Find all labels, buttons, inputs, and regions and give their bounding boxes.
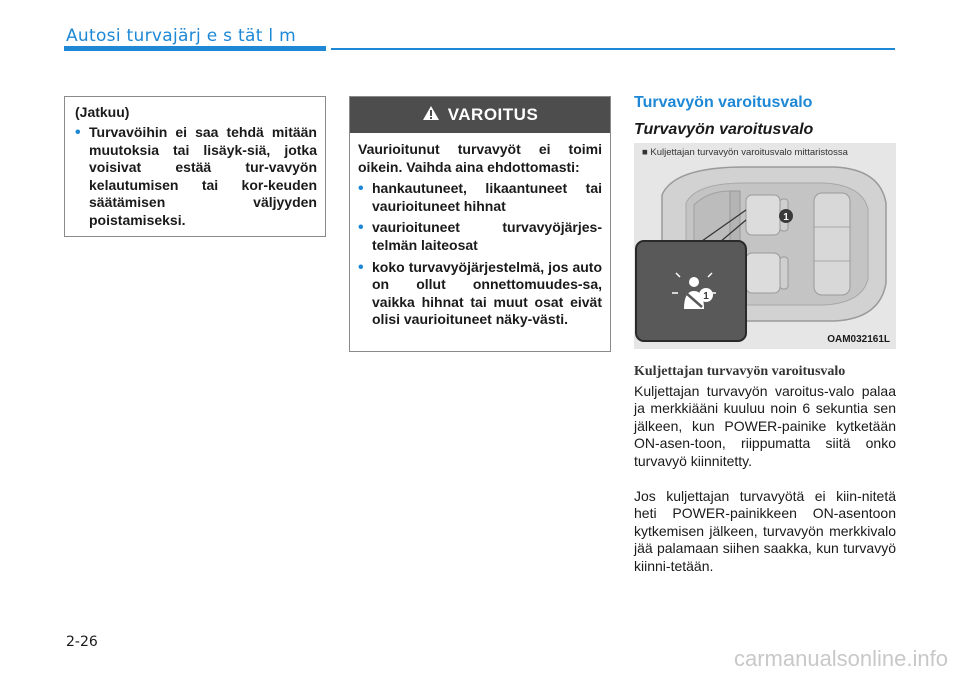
body-paragraph-2: Jos kuljettajan turvavyötä ei kiin-nitetä heti POWER-painikkeen ON-asentoon kytkemisen jälkeen, turvavyön merkkivalo jää palamaan siihen saakka, kun turvavyö kiinni-tetään. bbox=[634, 488, 896, 574]
header-rule-thin bbox=[331, 48, 895, 50]
list-item: • koko turvavyöjärjestelmä, jos auto on ollut onnettomuudes-sa, vaikka hihnat tai muut osat eivät olisi vaurioituneet näky-västi. bbox=[358, 259, 602, 329]
body-paragraph-1: Kuljettajan turvavyön varoitus-valo palaa ja merkkiääni kuuluu noin 6 sekuntia sen jälkeen, kun POWER-painike kytketään ON-asen-toon, riippumatta siitä onko turvavyö kiinnitetty. bbox=[634, 383, 896, 469]
header-rule-thick bbox=[64, 46, 326, 51]
page-number: 2-26 bbox=[66, 634, 98, 650]
section-title: Turvavyön varoitusvalo bbox=[634, 94, 813, 111]
page-header-title: Autosi turvajärj e s tät l m bbox=[66, 26, 296, 46]
figure-caption: ■ Kuljettajan turvavyön varoitusvalo mittaristossa bbox=[642, 147, 848, 158]
warning-list bbox=[358, 180, 602, 329]
warning-triangle-icon bbox=[422, 105, 440, 126]
body-heading: Kuljettajan turvavyön varoitusvalo bbox=[634, 364, 846, 379]
seatbelt-warning-figure bbox=[634, 143, 896, 349]
continued-label: (Jatkuu) bbox=[75, 104, 130, 120]
warning-intro: Vaurioitunut turvavyöt ei toimi oikein. Vaihda aina ehdottomasti: bbox=[358, 141, 602, 175]
warning-box bbox=[349, 96, 611, 352]
list-item: • Turvavöihin ei saa tehdä mitään muutoksia tai lisäyk-siä, jotka voisivat estää tur-vavyön kelautumisen tai kor-keuden säätämisen väljyyden poistamiseksi. bbox=[75, 124, 317, 230]
svg-text:1: 1 bbox=[703, 291, 709, 302]
note-list bbox=[75, 124, 317, 230]
list-item: • hankautuneet, likaantuneet tai vaurioituneet hihnat bbox=[358, 180, 602, 215]
list-item: • vaurioituneet turvavyöjärjes-telmän laiteosat bbox=[358, 219, 602, 254]
figure-code: OAM032161L bbox=[827, 334, 890, 345]
watermark: carmanualsonline.info bbox=[733, 646, 948, 671]
warning-label: VAROITUS bbox=[447, 105, 539, 124]
warning-header bbox=[350, 97, 610, 133]
section-subtitle: Turvavyön varoitusvalo bbox=[634, 121, 814, 138]
svg-text:1: 1 bbox=[783, 212, 789, 223]
car-top-view-illustration bbox=[634, 143, 896, 349]
continued-note-box bbox=[64, 96, 326, 237]
